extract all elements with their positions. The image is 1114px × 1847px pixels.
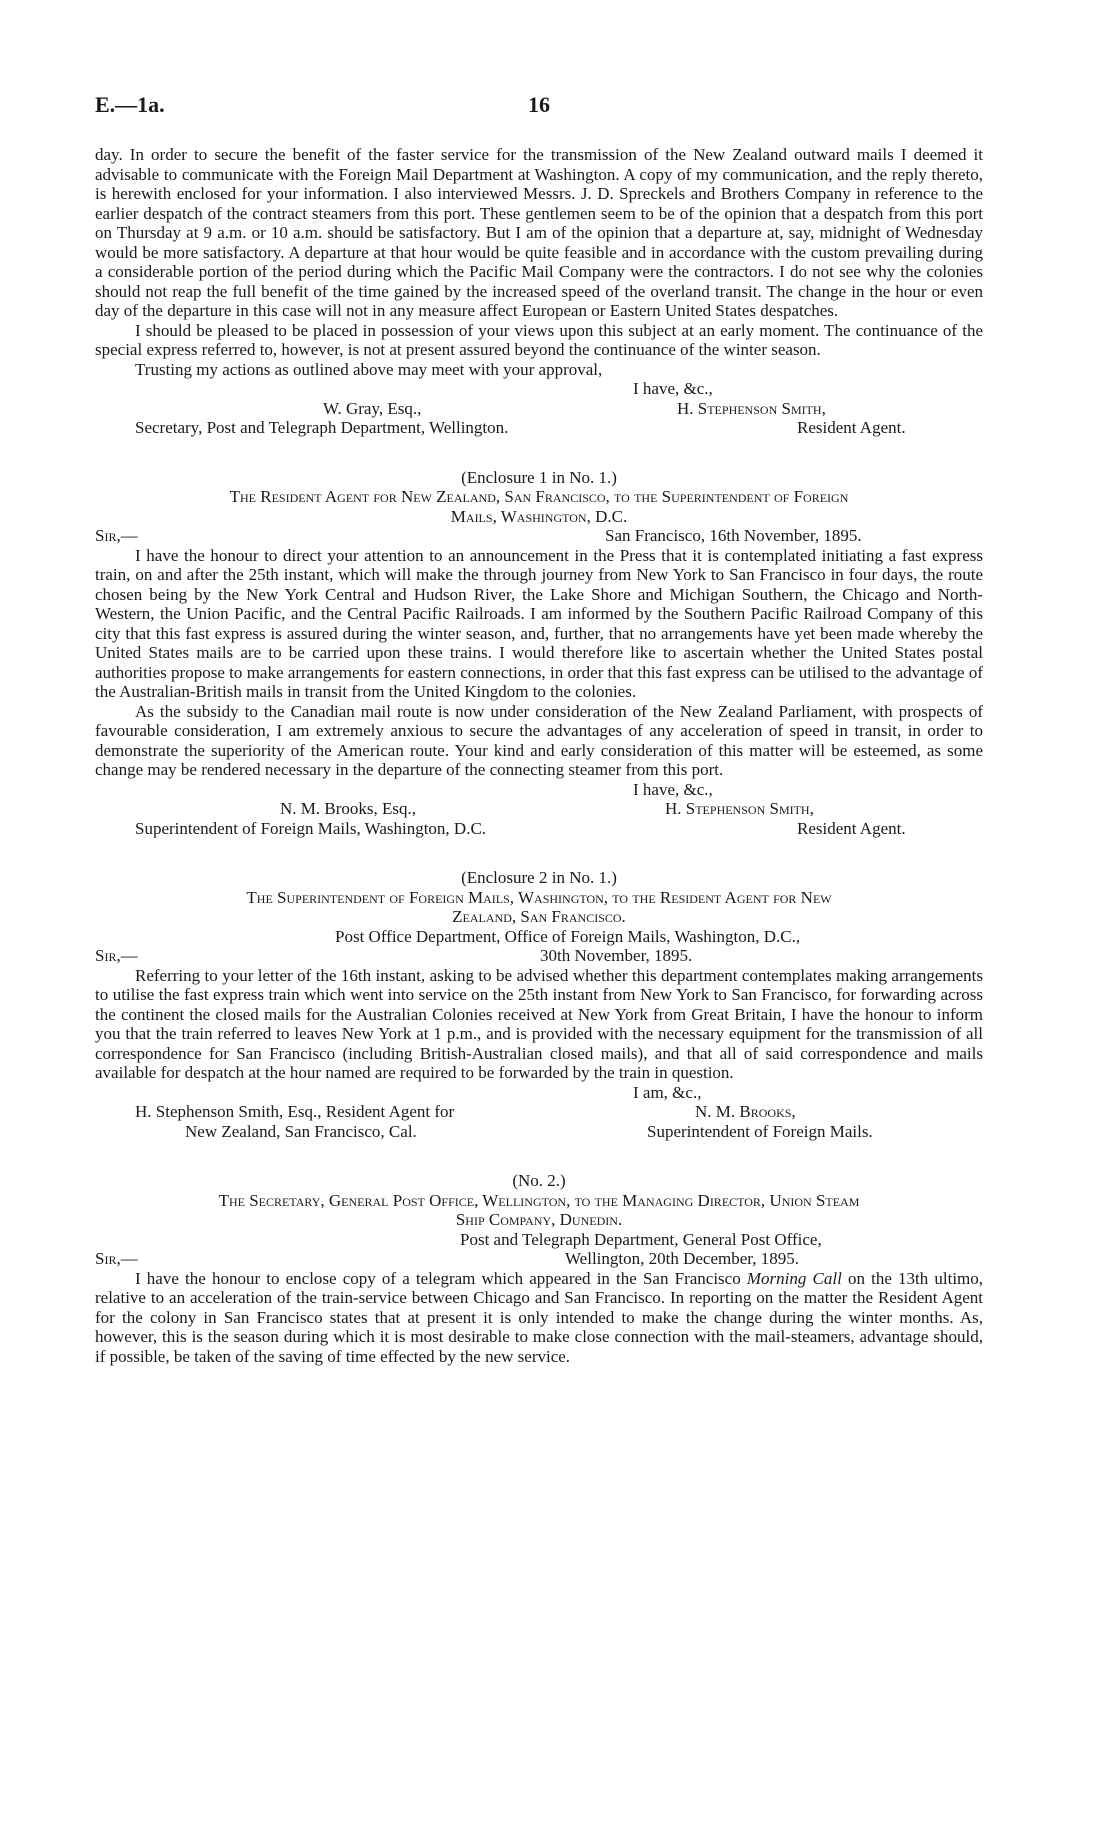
letter1-addressee-name: W. Gray, Esq.,: [323, 398, 422, 418]
no2-paragraph-1-part-a: I have the honour to enclose copy of a telegram which appeared in the San Francisco: [135, 1268, 741, 1288]
enclosure2-salutation: Sir,—: [95, 946, 138, 965]
enclosure2-signatory-title: Superintendent of Foreign Mails.: [647, 1121, 873, 1141]
enclosure2-route-line-2: Zealand, San Francisco.: [452, 907, 626, 926]
enclosure1-heading: (Enclosure 1 in No. 1.): [461, 467, 617, 487]
enclosure1-route-line-2: Mails, Washington, D.C.: [450, 506, 628, 526]
enclosure2-route-line-1: The Superintendent of Foreign Mails, Washington, to the Resident Agent for New: [246, 887, 832, 907]
letter1-titles-row: [95, 418, 983, 438]
letter1-signatory-title: Resident Agent.: [797, 418, 906, 437]
enclosure2-paragraph-1: Referring to your letter of the 16th instant, asking to be advised whether this department contemplates making arrangements to utilise the fast express train which went into service on the 25th instant from New York to San Francisco, for forwarding across the continent the closed mails for the Australian Colonies received at New York from Great Britain, I have the honour to inform you that the train referred to leaves New York at 1 p.m., and is provided with the necessary equipment for the transmission of all correspondence for San Francisco (including British-Australian closed mails), and that all of said correspondence and mails available for despatch at the hour named are required to be forwarded by the train in question.: [95, 965, 983, 1082]
enclosure2-addressee-row-2: [95, 1122, 983, 1142]
no2-salutation: Sir,—: [95, 1249, 138, 1268]
enclosure2-heading: (Enclosure 2 in No. 1.): [461, 868, 617, 887]
enclosure1-names-row: [95, 799, 983, 819]
enclosure2-addressee-row-1: [95, 1102, 983, 1122]
enclosure1-addressee-title: Superintendent of Foreign Mails, Washington, D.C.: [135, 818, 487, 838]
no2-address-row: [95, 1230, 983, 1250]
no2-paragraph-1-part-b: on the 13th ultimo, relative to an acceleration of the train-service between Chicago and San Francisco. In reporting on the matter the Resident Agent for the colony in San Francisco states that at present it is only intended to make the change during the winter months. As, however, this is the season during which it is most desirable to make close connection with the mail-steamers, advantage should, if possible, be taken of the saving of time effected by the new service.: [95, 1268, 984, 1366]
enclosure1-titles-row: [95, 819, 983, 839]
no2-date: Wellington, 20th December, 1895.: [565, 1249, 800, 1268]
enclosure1-salutation-row: [95, 526, 983, 546]
no2-route-line-2: Ship Company, Dunedin.: [455, 1210, 623, 1229]
letter1-addressee-title: Secretary, Post and Telegraph Department, Wellington.: [135, 418, 509, 437]
enclosure1-closing-row: [95, 780, 983, 800]
letter1-closing-row: [95, 379, 983, 399]
enclosure2-date: 30th November, 1895.: [540, 946, 693, 965]
text-column: [95, 145, 983, 1366]
letter1-paragraph-1: day. In order to secure the benefit of the faster service for the transmission of the New Zealand outward mails I deemed it advisable to communicate with the Foreign Mail Department at Washington. A copy of my communication, and the reply thereto, is herewith enclosed for your information. I also interviewed Messrs. J. D. Spreckels and Brothers Company in reference to the earlier despatch of the contract steamers from this port. These gentlemen seem to be of the opinion that a despatch from this port on Thursday at 9 a.m. or 10 a.m. should be satisfactory. But I am of the opinion that a departure at, say, midnight of Wednesday would be more satisfactory. A departure at that hour would be quite feasible and in accordance with the custom prevailing during a considerable portion of the period during which the Pacific Mail Company were the contractors. I do not see why the colonies should not reap the full benefit of the time gained by the increased speed of the overland transit. The change in the hour or even day of the departure in this case will not in any measure affect European or Eastern United States despatches.: [95, 145, 983, 320]
letter1-closing: I have, &c.,: [633, 379, 713, 398]
enclosure1-signatory-title: Resident Agent.: [797, 818, 906, 838]
enclosure1-closing: I have, &c.,: [633, 779, 713, 799]
enclosure1-salutation: Sir,—: [95, 526, 138, 545]
no2-salutation-row: [95, 1249, 983, 1269]
enclosure2-addressee-line-2: New Zealand, San Francisco, Cal.: [185, 1121, 417, 1141]
enclosure2-address-line: Post Office Department, Office of Foreign Mails, Washington, D.C.,: [335, 926, 801, 946]
newspaper-title: Morning Call: [746, 1268, 842, 1288]
enclosure2-signatory-name: N. M. Brooks,: [695, 1102, 796, 1121]
no2-paragraph-1: [95, 1269, 983, 1367]
document-reference: E.—1a.: [95, 92, 165, 117]
enclosure1-route-line-1: The Resident Agent for New Zealand, San Francisco, to the Superintendent of Foreign: [229, 487, 849, 506]
no2-heading: (No. 2.): [512, 1171, 566, 1190]
enclosure1-signatory-name: H. Stephenson Smith,: [665, 799, 814, 818]
enclosure2-closing: I am, &c.,: [633, 1082, 702, 1102]
enclosure2-closing-row: [95, 1083, 983, 1103]
enclosure1-paragraph-1: I have the honour to direct your attention to an announcement in the Press that it is contemplated initiating a fast express train, on and after the 25th instant, which will make the through journey from New York to San Francisco in four days, the route chosen being by the New York Central and Hudson River, the Lake Shore and Michigan Southern, the Chicago and North-Western, the Union Pacific, and the Central Pacific Railroads. I am informed by the Southern Pacific Railroad Company of this city that this fast express is assured during the winter season, and, further, that no arrangements have yet been made whereby the United States mails are to be carried upon these trains. I would therefore like to ascertain whether the United States postal authorities propose to make arrangements for eastern connections, in order that this fast express can be utilised to the advantage of the Australian-British mails in transit from the United Kingdom to the colonies.: [95, 545, 983, 701]
enclosure2-address-row: [95, 927, 983, 947]
letter1-names-row: [95, 399, 983, 419]
page-header: [95, 92, 983, 122]
letter1-paragraph-3: Trusting my actions as outlined above may meet with your approval,: [135, 359, 603, 379]
no2-address-line: Post and Telegraph Department, General Post Office,: [460, 1229, 822, 1249]
enclosure1-date: San Francisco, 16th November, 1895.: [605, 526, 862, 545]
enclosure2-salutation-row: [95, 946, 983, 966]
letter1-paragraph-2: I should be pleased to be placed in possession of your views upon this subject at an early moment. The continuance of the special express referred to, however, is not at present assured beyond the continuance of the winter season.: [95, 320, 983, 359]
enclosure1-addressee-name: N. M. Brooks, Esq.,: [280, 799, 417, 818]
page-number: 16: [528, 92, 550, 117]
letter1-signatory-name: H. Stephenson Smith,: [677, 398, 826, 418]
enclosure1-paragraph-2: As the subsidy to the Canadian mail route is now under consideration of the New Zealand Parliament, with prospects of favourable consideration, I am extremely anxious to secure the advantages of any acceleration of speed in transit, in order to demonstrate the superiority of the American route. Your kind and early consideration of this matter will be esteemed, as some change may be rendered necessary in the departure of the connecting steamer from this port.: [95, 701, 983, 779]
no2-route-line-1: The Secretary, General Post Office, Wellington, to the Managing Director, Union Steam: [218, 1190, 860, 1210]
enclosure2-addressee-line-1: H. Stephenson Smith, Esq., Resident Agent for: [135, 1102, 455, 1121]
